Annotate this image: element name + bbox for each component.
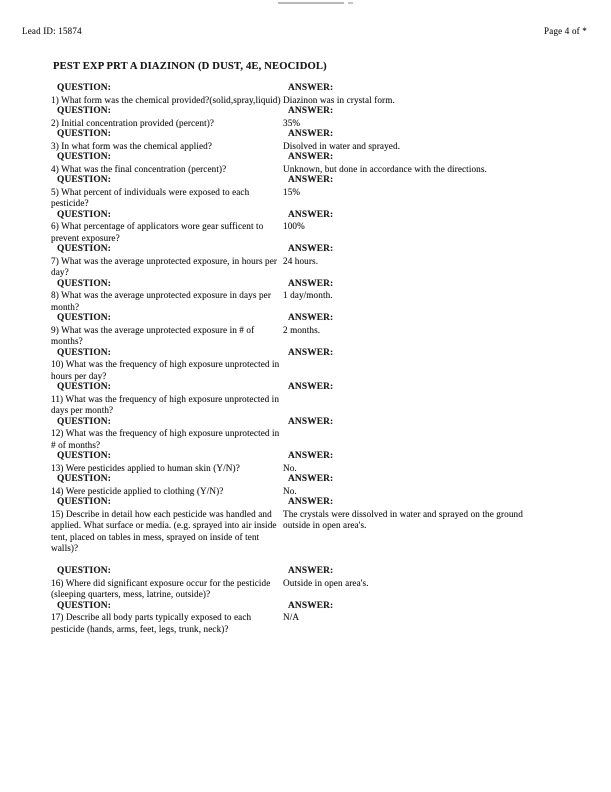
answer-label: ANSWER: [288, 152, 334, 162]
qa-row [51, 129, 545, 152]
answer-cell [283, 497, 545, 555]
answer-label: ANSWER: [288, 347, 334, 358]
answer-label: ANSWER: [288, 416, 334, 427]
answer-cell [283, 451, 545, 474]
question-cell [51, 348, 283, 383]
question-cell [51, 601, 283, 636]
answer-cell [283, 566, 545, 601]
question-cell [51, 152, 283, 175]
answer-label: ANSWER: [288, 600, 334, 611]
question-cell [51, 83, 283, 106]
answer-label: ANSWER: [288, 474, 334, 484]
question-cell [51, 417, 283, 452]
question-cell [51, 106, 283, 129]
answer-cell [283, 382, 545, 417]
qa-row [51, 348, 545, 383]
qa-row [51, 244, 545, 279]
lead-id: Lead ID: 15874 [22, 26, 82, 36]
answer-text: 100% [283, 221, 305, 231]
answer-label: ANSWER: [288, 83, 334, 93]
question-label: QUESTION: [57, 497, 111, 507]
answer-text: Disolved in water and sprayed. [283, 140, 401, 151]
question-label: QUESTION: [57, 451, 111, 461]
qa-row [51, 106, 545, 129]
answer-label: ANSWER: [288, 313, 334, 323]
answer-label: ANSWER: [288, 497, 334, 507]
question-label: QUESTION: [57, 83, 111, 93]
question-text: 4) What was the final concentration (percent)? [51, 163, 227, 174]
answer-cell [283, 129, 545, 152]
answer-text: 24 hours. [283, 255, 319, 266]
question-cell [51, 313, 283, 348]
document-title: PEST EXP PRT A DIAZINON (D DUST, 4E, NEOCIDOL) [53, 61, 327, 72]
qa-row [51, 417, 545, 452]
question-cell [51, 175, 283, 210]
question-cell [51, 474, 283, 497]
scan-artifact-dash [348, 2, 353, 4]
qa-row [51, 279, 545, 314]
answer-text: 35% [283, 117, 301, 128]
question-label: QUESTION: [57, 600, 111, 611]
question-text: 11) What was the frequency of high exposure unprotected in days per month? [51, 393, 280, 415]
answer-label: ANSWER: [288, 278, 334, 289]
question-text: 16) Where did significant exposure occur for the pesticide (sleeping quarters, mess, latrine, outside)? [51, 577, 271, 599]
qa-row [51, 601, 545, 636]
question-text: 2) Initial concentration provided (percent)? [51, 117, 215, 128]
question-cell [51, 566, 283, 601]
qa-row [51, 382, 545, 417]
answer-text: 15% [283, 186, 301, 197]
answer-cell [283, 83, 545, 106]
answer-text: Unknown, but done in accordance with the directions. [283, 163, 487, 174]
question-label: QUESTION: [57, 382, 111, 392]
question-label: QUESTION: [57, 474, 111, 484]
answer-label: ANSWER: [288, 106, 334, 116]
question-label: QUESTION: [57, 152, 111, 162]
answer-cell [283, 175, 545, 210]
scan-artifact-line [278, 2, 344, 4]
question-cell [51, 497, 283, 555]
question-text: 9) What was the average unprotected exposure in # of months? [51, 324, 255, 346]
question-cell [51, 244, 283, 279]
question-text: 14) Were pesticide applied to clothing (Y/N)? [51, 485, 224, 496]
qa-row [51, 152, 545, 175]
answer-cell [283, 348, 545, 383]
answer-text: 2 months. [283, 324, 321, 335]
qa-row [51, 566, 545, 601]
answer-label: ANSWER: [288, 209, 334, 220]
answer-cell [283, 474, 545, 497]
question-text: 17) Describe all body parts typically exposed to each pesticide (hands, arms, feet, legs, trunk, neck)? [51, 612, 252, 634]
question-text: 10) What was the frequency of high exposure unprotected in hours per day? [51, 359, 280, 381]
qa-row [51, 175, 545, 210]
answer-cell [283, 601, 545, 636]
answer-cell [283, 279, 545, 314]
question-text: 5) What percent of individuals were exposed to each pesticide? [51, 186, 250, 208]
question-label: QUESTION: [57, 106, 111, 116]
question-label: QUESTION: [57, 313, 111, 323]
question-label: QUESTION: [57, 347, 111, 358]
question-label: QUESTION: [57, 416, 111, 427]
answer-text: Outside in open area's. [283, 577, 369, 588]
question-text: 13) Were pesticides applied to human skin (Y/N)? [51, 462, 240, 473]
answer-label: ANSWER: [288, 129, 334, 139]
answer-text: The crystals were dissolved in water and sprayed on the ground outside in open area's. [283, 508, 523, 530]
question-text: 3) In what form was the chemical applied? [51, 140, 212, 151]
question-cell [51, 382, 283, 417]
answer-cell [283, 106, 545, 129]
answer-label: ANSWER: [288, 566, 334, 576]
answer-label: ANSWER: [288, 451, 334, 461]
question-label: QUESTION: [57, 129, 111, 139]
answer-label: ANSWER: [288, 244, 334, 254]
qa-row [51, 313, 545, 348]
qa-row [51, 474, 545, 497]
answer-text: Diazinon was in crystal form. [283, 94, 395, 105]
question-cell [51, 279, 283, 314]
qa-row [51, 451, 545, 474]
question-label: QUESTION: [57, 566, 111, 576]
question-text: 6) What percentage of applicators wore gear sufficent to prevent exposure? [51, 221, 264, 243]
answer-cell [283, 210, 545, 245]
answer-cell [283, 152, 545, 175]
qa-table [51, 83, 545, 635]
answer-text: N/A [283, 612, 300, 622]
question-cell [51, 451, 283, 474]
answer-cell [283, 417, 545, 452]
question-text: 12) What was the frequency of high exposure unprotected in # of months? [51, 428, 280, 450]
question-text: 7) What was the average unprotected exposure, in hours per day? [51, 255, 278, 277]
answer-cell [283, 244, 545, 279]
question-label: QUESTION: [57, 278, 111, 289]
page-number: Page 4 of * [544, 26, 587, 36]
qa-row [51, 497, 545, 555]
answer-cell [283, 313, 545, 348]
answer-label: ANSWER: [288, 175, 334, 185]
answer-text: No. [283, 485, 297, 496]
question-label: QUESTION: [57, 209, 111, 220]
answer-text: 1 day/month. [283, 290, 333, 300]
qa-row [51, 83, 545, 106]
question-text: 15) Describe in detail how each pesticide was handled and applied. What surface or media. (e.g. sprayed into air inside tent, placed on tables in mess, sprayed on inside of tent walls)? [51, 508, 277, 553]
answer-text: No. [283, 462, 297, 473]
answer-label: ANSWER: [288, 382, 334, 392]
question-label: QUESTION: [57, 244, 111, 254]
question-cell [51, 129, 283, 152]
question-text: 1) What form was the chemical provided?(solid,spray,liquid) [51, 94, 281, 105]
qa-row [51, 210, 545, 245]
question-text: 8) What was the average unprotected exposure in days per month? [51, 290, 271, 312]
question-label: QUESTION: [57, 175, 111, 185]
question-cell [51, 210, 283, 245]
